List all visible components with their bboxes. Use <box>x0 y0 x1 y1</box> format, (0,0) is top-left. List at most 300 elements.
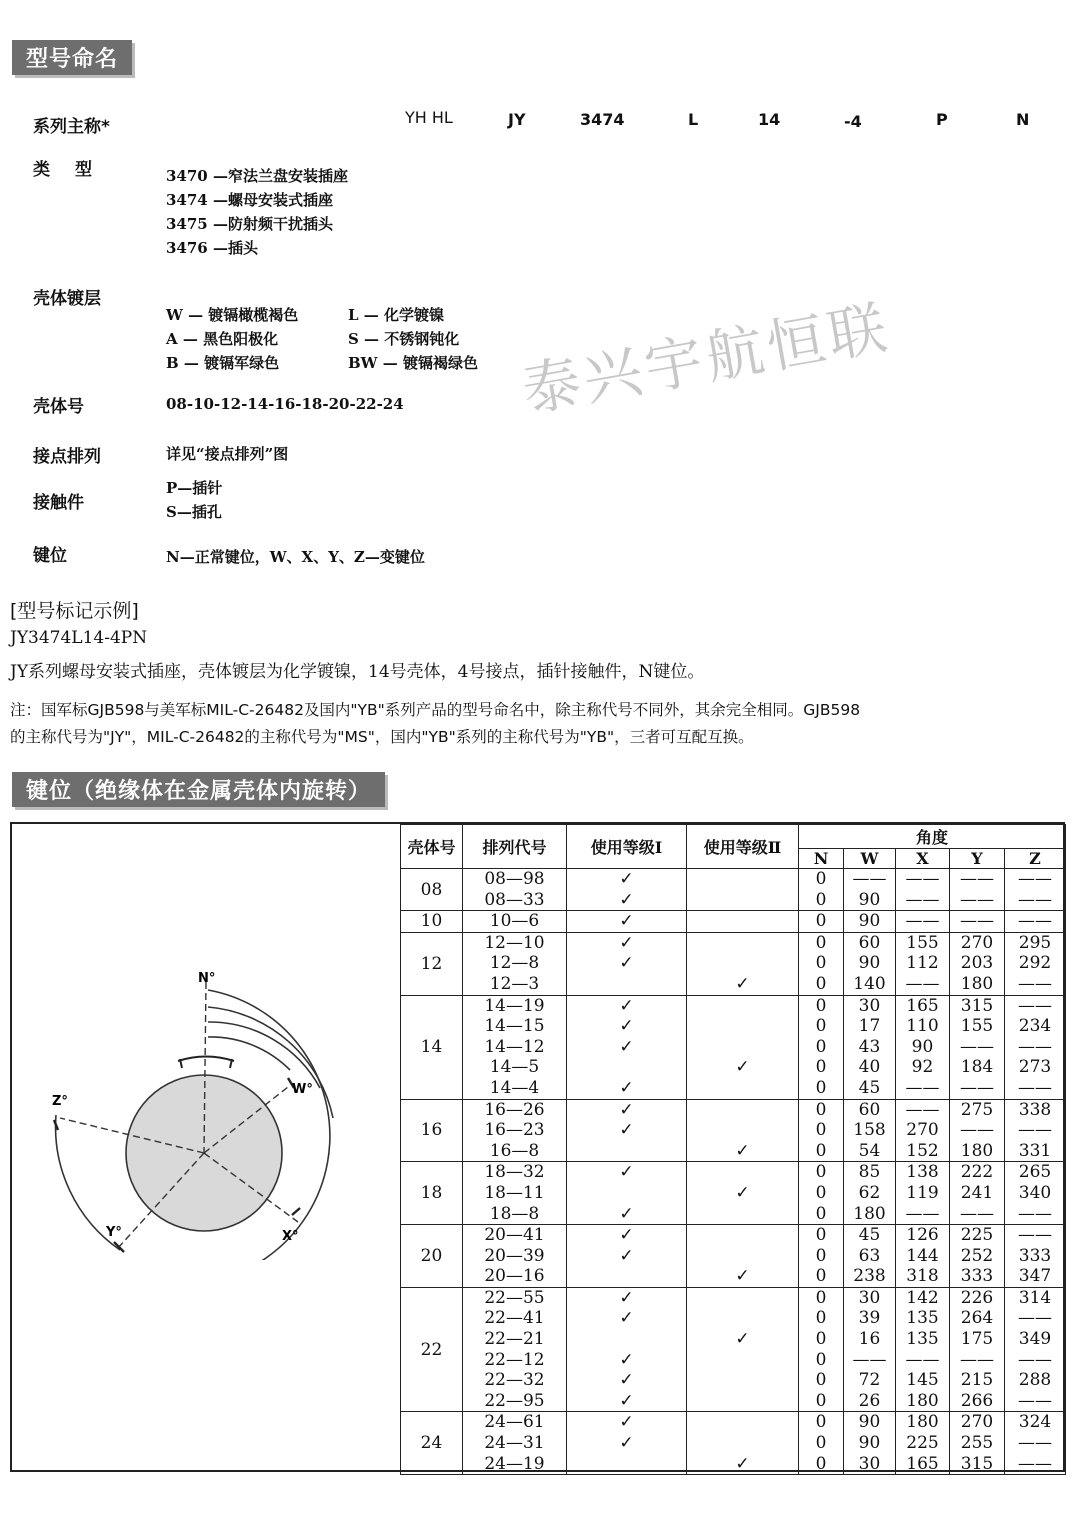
table-value: 30 <box>858 995 881 1016</box>
table-value: 16—26 <box>484 1099 545 1120</box>
contact-item: P—插针 <box>166 479 223 497</box>
cell-angle-y <box>950 1162 1005 1225</box>
key-value: N—正常键位，W、X、Y、Z—变键位 <box>166 548 425 566</box>
cell-shell: 24 <box>401 1412 463 1475</box>
cell-angle-n <box>799 932 844 995</box>
table-value: 60 <box>858 1099 881 1120</box>
table-value: 0 <box>815 1266 827 1287</box>
code-part-3: L <box>688 110 699 129</box>
plating-item: B — 镀镉军绿色 <box>166 354 280 372</box>
table-value: 180 <box>906 1412 939 1433</box>
table-value: 90 <box>858 953 881 974</box>
table-value: —— <box>905 889 940 910</box>
check-icon: ✓ <box>619 1120 634 1141</box>
table-value: 225 <box>960 1225 994 1246</box>
table-value: 165 <box>906 995 939 1016</box>
table-value: 18—32 <box>484 1162 545 1183</box>
table-value: —— <box>852 869 887 889</box>
table-value: —— <box>1018 869 1053 889</box>
check-icon <box>567 1057 686 1078</box>
table-value: 12—10 <box>484 932 545 953</box>
table-value: —— <box>960 1203 994 1224</box>
arrangement-label: 接点排列 <box>33 447 101 467</box>
table-value: 0 <box>815 869 827 889</box>
table-value: —— <box>905 911 940 932</box>
table-value: 0 <box>815 1140 827 1161</box>
check-icon <box>687 1370 798 1391</box>
cell-angle-x <box>896 932 950 995</box>
table-value: 39 <box>858 1308 881 1329</box>
check-icon <box>567 974 686 995</box>
table-value: —— <box>960 1077 994 1098</box>
check-icon <box>687 1162 798 1183</box>
table-value: —— <box>852 1349 887 1370</box>
contact-label: 接触件 <box>33 493 84 513</box>
table-value: 184 <box>960 1057 994 1078</box>
table-value: 0 <box>815 1329 827 1350</box>
check-icon <box>567 1454 686 1475</box>
cell-angle-x <box>896 1099 950 1162</box>
table-value: 14—12 <box>484 1036 545 1057</box>
check-icon: ✓ <box>735 1057 750 1078</box>
table-value: —— <box>1018 973 1053 994</box>
cell-angle-w <box>844 1412 896 1475</box>
table-value: —— <box>1018 1203 1053 1224</box>
table-value: 22—41 <box>484 1308 545 1329</box>
type-item: 3474 —螺母安装式插座 <box>166 191 333 209</box>
cell-grade-2 <box>687 1287 799 1412</box>
table-value: 30 <box>858 1287 881 1308</box>
check-icon: ✓ <box>619 1245 634 1266</box>
cell-grade-1 <box>567 1225 687 1288</box>
table-value: 0 <box>815 1225 827 1246</box>
check-icon <box>567 1329 686 1350</box>
check-icon: ✓ <box>619 932 634 953</box>
cell-angle-x <box>896 1412 950 1475</box>
check-icon <box>687 1288 798 1309</box>
cell-grade-1 <box>567 1162 687 1225</box>
cell-angle-y <box>950 1099 1005 1162</box>
code-part-2: 3474 <box>580 110 625 129</box>
note-line-1: 注：国军标GJB598与美军标MIL-C-26482及国内"YB"系列产品的型号命名中，除主称代号不同外，其余完全相同。GJB598 <box>10 701 861 719</box>
table-value: —— <box>960 1120 994 1141</box>
check-icon <box>687 1391 798 1412</box>
table-value: 08—98 <box>484 869 545 889</box>
table-value: 63 <box>858 1245 881 1266</box>
check-icon <box>687 1412 798 1433</box>
table-row <box>401 869 1066 911</box>
section-title-naming: 型号命名 <box>12 40 132 75</box>
table-value: 16—8 <box>489 1140 540 1161</box>
check-icon <box>687 869 798 890</box>
table-value: —— <box>1018 1225 1053 1246</box>
check-icon <box>687 1308 798 1329</box>
plating-item: A — 黑色阳极化 <box>166 330 279 348</box>
check-icon: ✓ <box>619 1099 634 1120</box>
table-value: 43 <box>858 1036 881 1057</box>
plating-item: S — 不锈钢钝化 <box>348 330 460 348</box>
table-value: 0 <box>815 1203 827 1224</box>
table-value: 0 <box>815 889 827 910</box>
table-value: —— <box>1018 995 1053 1016</box>
table-value: 331 <box>1018 1140 1052 1161</box>
table-value: 144 <box>906 1245 939 1266</box>
table-value: 270 <box>960 932 994 953</box>
check-icon: ✓ <box>619 1349 634 1370</box>
table-value: 20—39 <box>484 1245 545 1266</box>
table-value: 0 <box>815 1433 827 1454</box>
table-value: 255 <box>960 1433 994 1454</box>
table-value: 142 <box>906 1287 939 1308</box>
cell-angle-x <box>896 1225 950 1288</box>
table-value: 24—61 <box>484 1412 545 1433</box>
table-value: 112 <box>906 953 939 974</box>
cell-angle-y <box>950 1412 1005 1475</box>
check-icon <box>687 953 798 974</box>
label-z: Z° <box>52 1094 68 1109</box>
cell-grade-1 <box>567 1287 687 1412</box>
table-row <box>401 932 1066 995</box>
table-value: —— <box>1018 889 1053 910</box>
table-value: 264 <box>960 1308 994 1329</box>
plating-item: BW — 镀镉褐绿色 <box>348 354 478 372</box>
cell-angle-w <box>844 1099 896 1162</box>
check-icon: ✓ <box>619 1390 634 1411</box>
table-value: —— <box>960 869 994 889</box>
check-icon <box>687 1078 798 1099</box>
cell-shell: 16 <box>401 1099 463 1162</box>
cell-grade-2 <box>687 995 799 1099</box>
cell-angle-z <box>1005 869 1066 911</box>
table-value: —— <box>1018 1120 1053 1141</box>
table-row <box>401 911 1066 933</box>
table-value: 12—8 <box>489 953 540 974</box>
table-row <box>401 995 1066 1099</box>
table-value: 126 <box>906 1225 939 1246</box>
cell-grade-1 <box>567 911 687 933</box>
check-icon <box>567 1141 686 1162</box>
check-icon: ✓ <box>735 1453 750 1474</box>
cell-angle-w <box>844 995 896 1099</box>
contact-item: S—插孔 <box>166 503 222 521</box>
cell-arrangement <box>463 911 567 933</box>
cell-angle-x <box>896 869 950 911</box>
check-icon: ✓ <box>619 889 634 910</box>
cell-shell: 12 <box>401 932 463 995</box>
cell-angle-y <box>950 932 1005 995</box>
table-value: 238 <box>853 1266 886 1287</box>
check-icon: ✓ <box>619 1077 634 1098</box>
table-value: 252 <box>960 1245 994 1266</box>
cell-angle-n <box>799 1225 844 1288</box>
table-value: 324 <box>1018 1412 1052 1433</box>
table-value: 180 <box>960 973 994 994</box>
table-value: 26 <box>858 1390 881 1411</box>
table-value: 0 <box>815 1308 827 1329</box>
table-value: —— <box>905 869 940 889</box>
cell-angle-x <box>896 911 950 933</box>
table-value: 0 <box>815 1016 827 1037</box>
table-value: —— <box>1018 1077 1053 1098</box>
check-icon: ✓ <box>619 1287 634 1308</box>
arrangement-value: 详见“接点排列”图 <box>166 445 289 463</box>
check-icon: ✓ <box>619 1203 634 1224</box>
keying-table-body <box>401 869 1066 1475</box>
table-row <box>401 1225 1066 1288</box>
type-item: 3476 —插头 <box>166 239 258 257</box>
cell-arrangement <box>463 995 567 1099</box>
table-value: 333 <box>960 1266 994 1287</box>
table-value: 0 <box>815 1162 827 1183</box>
table-value: 0 <box>815 911 827 932</box>
cell-angle-z <box>1005 995 1066 1099</box>
table-value: 0 <box>815 1245 827 1266</box>
check-icon: ✓ <box>619 1412 634 1433</box>
label-x: X° <box>282 1229 299 1244</box>
cell-shell: 08 <box>401 869 463 911</box>
table-value: 45 <box>858 1225 881 1246</box>
cell-grade-1 <box>567 995 687 1099</box>
label-y: Y° <box>106 1225 122 1240</box>
header-shell: 壳体号 <box>401 825 463 869</box>
cell-angle-n <box>799 869 844 911</box>
check-icon: ✓ <box>619 869 634 889</box>
cell-grade-1 <box>567 1412 687 1475</box>
table-value: 265 <box>1018 1162 1052 1183</box>
table-value: 318 <box>906 1266 939 1287</box>
header-w: W <box>844 849 896 869</box>
table-value: —— <box>1018 1036 1053 1057</box>
header-y: Y <box>950 849 1005 869</box>
table-value: 152 <box>906 1140 939 1161</box>
table-value: 145 <box>906 1370 939 1391</box>
check-icon: ✓ <box>735 1266 750 1287</box>
type-label: 类 型 <box>33 160 96 180</box>
check-icon <box>687 933 798 954</box>
check-icon: ✓ <box>735 973 750 994</box>
cell-angle-z <box>1005 1225 1066 1288</box>
table-value: 08—33 <box>484 889 545 910</box>
example-code: JY3474L14-4PN <box>10 628 148 648</box>
check-icon: ✓ <box>619 953 634 974</box>
table-value: 20—16 <box>484 1266 545 1287</box>
table-value: —— <box>905 1099 940 1120</box>
table-value: 314 <box>1018 1287 1052 1308</box>
table-value: 85 <box>858 1162 881 1183</box>
check-icon: ✓ <box>619 1370 634 1391</box>
table-row <box>401 1412 1066 1475</box>
table-value: 180 <box>906 1390 939 1411</box>
key-label: 键位 <box>33 546 67 566</box>
table-value: 14—5 <box>489 1057 540 1078</box>
table-value: 62 <box>858 1182 881 1203</box>
cell-grade-2 <box>687 911 799 933</box>
table-value: 54 <box>858 1140 881 1161</box>
cell-angle-z <box>1005 1162 1066 1225</box>
table-value: 12—3 <box>489 973 540 994</box>
plating-list-left <box>166 303 298 375</box>
table-value: 275 <box>960 1099 994 1120</box>
check-icon: ✓ <box>619 1016 634 1037</box>
table-value: 72 <box>858 1370 881 1391</box>
cell-angle-n <box>799 1162 844 1225</box>
check-icon: ✓ <box>619 995 634 1016</box>
cell-angle-z <box>1005 1412 1066 1475</box>
cell-angle-w <box>844 932 896 995</box>
check-icon: ✓ <box>619 1036 634 1057</box>
key-notch <box>178 1057 234 1062</box>
table-value: 45 <box>858 1077 881 1098</box>
cell-grade-2 <box>687 1162 799 1225</box>
table-value: 349 <box>1018 1329 1052 1350</box>
table-value: 0 <box>815 1077 827 1098</box>
table-value: 315 <box>960 995 994 1016</box>
table-value: —— <box>1018 1390 1053 1411</box>
table-value: 90 <box>858 1433 881 1454</box>
header-grade-1: 使用等级Ⅰ <box>567 825 687 869</box>
table-value: 0 <box>815 1057 827 1078</box>
cell-grade-2 <box>687 869 799 911</box>
cell-angle-w <box>844 911 896 933</box>
table-value: 0 <box>815 932 827 953</box>
table-value: 30 <box>858 1453 881 1474</box>
cell-angle-y <box>950 869 1005 911</box>
check-icon: ✓ <box>735 1140 750 1161</box>
table-value: 135 <box>906 1308 939 1329</box>
table-value: 0 <box>815 1453 827 1474</box>
note-line-2: 的主称代号为"JY"，MIL-C-26482的主称代号为"MS"，国内"YB"系列的主称代号为"YB"，三者可互配互换。 <box>10 728 754 746</box>
cell-angle-y <box>950 911 1005 933</box>
table-value: 266 <box>960 1390 994 1411</box>
table-value: 0 <box>815 1120 827 1141</box>
table-value: 14—15 <box>484 1016 545 1037</box>
cell-arrangement <box>463 1412 567 1475</box>
table-value: 203 <box>960 953 994 974</box>
header-x: X <box>896 849 950 869</box>
table-value: 0 <box>815 1099 827 1120</box>
check-icon <box>687 1350 798 1371</box>
keying-table <box>400 824 1066 1475</box>
table-value: —— <box>905 973 940 994</box>
table-value: 16 <box>858 1329 881 1350</box>
cell-angle-z <box>1005 1287 1066 1412</box>
cell-angle-w <box>844 1162 896 1225</box>
table-value: 225 <box>906 1433 939 1454</box>
example-description: JY系列螺母安装式插座，壳体镀层为化学镀镍，14号壳体，4号接点，插针接触件，N键位。 <box>10 662 705 682</box>
cell-shell: 22 <box>401 1287 463 1412</box>
table-value: 338 <box>1018 1099 1052 1120</box>
table-value: 22—95 <box>484 1390 545 1411</box>
table-value: 14—4 <box>489 1077 540 1098</box>
cell-grade-2 <box>687 932 799 995</box>
plating-item: L — 化学镀镍 <box>348 306 444 324</box>
table-value: 180 <box>960 1140 994 1161</box>
cell-angle-y <box>950 1225 1005 1288</box>
cell-arrangement <box>463 1099 567 1162</box>
header-grade-2: 使用等级Ⅱ <box>687 825 799 869</box>
table-value: 0 <box>815 953 827 974</box>
plating-list-right <box>348 303 478 375</box>
check-icon: ✓ <box>619 1162 634 1183</box>
cell-angle-w <box>844 869 896 911</box>
table-value: 292 <box>1018 953 1052 974</box>
table-value: 241 <box>960 1182 994 1203</box>
table-value: 333 <box>1018 1245 1052 1266</box>
cell-grade-2 <box>687 1099 799 1162</box>
table-value: 22—12 <box>484 1349 545 1370</box>
table-value: 340 <box>1018 1182 1052 1203</box>
table-value: 16—23 <box>484 1120 545 1141</box>
example-heading: [型号标记示例] <box>10 600 139 622</box>
cell-angle-x <box>896 1162 950 1225</box>
table-value: 270 <box>960 1412 994 1433</box>
header-n: N <box>799 849 844 869</box>
table-value: —— <box>960 889 994 910</box>
table-value: 90 <box>858 1412 881 1433</box>
table-value: 138 <box>906 1162 939 1183</box>
cell-grade-1 <box>567 1099 687 1162</box>
table-value: 226 <box>960 1287 994 1308</box>
table-value: 18—11 <box>484 1182 545 1203</box>
table-value: —— <box>1018 1308 1053 1329</box>
check-icon <box>687 1100 798 1121</box>
cell-angle-z <box>1005 1099 1066 1162</box>
header-arrangement: 排列代号 <box>463 825 567 869</box>
table-value: 22—55 <box>484 1287 545 1308</box>
check-icon: ✓ <box>619 911 634 932</box>
table-value: —— <box>905 1349 940 1370</box>
table-value: —— <box>1018 911 1053 932</box>
table-value: 0 <box>815 1182 827 1203</box>
cell-angle-w <box>844 1287 896 1412</box>
table-value: —— <box>960 1349 994 1370</box>
check-icon <box>687 1120 798 1141</box>
shell-label: 壳体号 <box>33 397 84 417</box>
contact-list <box>166 476 222 524</box>
table-value: 270 <box>906 1120 939 1141</box>
cell-arrangement <box>463 869 567 911</box>
table-value: 0 <box>815 1390 827 1411</box>
check-icon <box>687 1246 798 1267</box>
check-icon <box>687 890 798 911</box>
cell-angle-y <box>950 995 1005 1099</box>
table-value: 0 <box>815 1036 827 1057</box>
cell-shell: 10 <box>401 911 463 933</box>
table-value: 90 <box>911 1036 934 1057</box>
check-icon <box>687 1037 798 1058</box>
cell-shell: 18 <box>401 1162 463 1225</box>
cell-angle-z <box>1005 911 1066 933</box>
table-value: 158 <box>853 1120 886 1141</box>
type-list <box>166 164 348 260</box>
series-label: 系列主称* <box>33 117 110 137</box>
check-icon <box>567 1266 686 1287</box>
table-value: 140 <box>853 973 886 994</box>
check-icon <box>687 996 798 1017</box>
table-value: 234 <box>1018 1016 1052 1037</box>
cell-angle-x <box>896 995 950 1099</box>
table-value: 215 <box>960 1370 994 1391</box>
check-icon <box>567 1183 686 1204</box>
cell-angle-z <box>1005 932 1066 995</box>
table-value: 288 <box>1018 1370 1052 1391</box>
table-value: 10—6 <box>489 911 540 932</box>
table-value: —— <box>1018 1433 1053 1454</box>
check-icon: ✓ <box>735 1182 750 1203</box>
table-value: 40 <box>858 1057 881 1078</box>
cell-angle-n <box>799 1412 844 1475</box>
check-icon: ✓ <box>735 1329 750 1350</box>
